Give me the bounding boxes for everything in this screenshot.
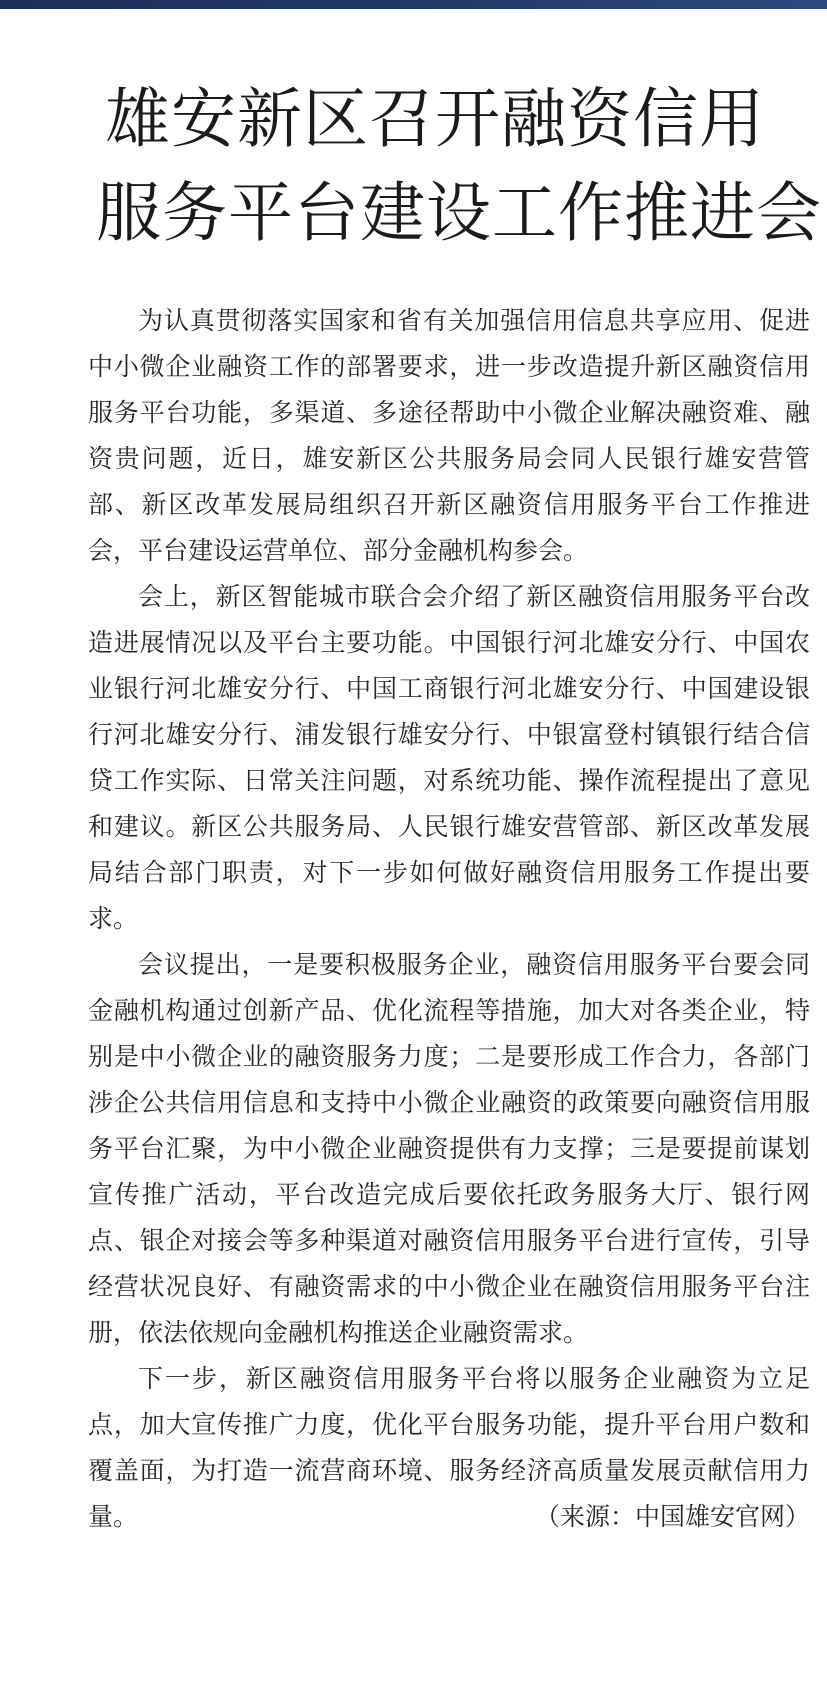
article-body (88, 298, 810, 1540)
article-paragraph-4-text: 下一步，新区融资信用服务平台将以服务企业融资为立足点，加大宣传推广力度，优化平台服务功能，提升平台用户数和覆盖面，为打造一流营商环境、服务经济高质量发展贡献信用力量。 (88, 1364, 810, 1531)
article-paragraph-2: 会上，新区智能城市联合会介绍了新区融资信用服务平台改造进展情况以及平台主要功能。中国银行河北雄安分行、中国农业银行河北雄安分行、中国工商银行河北雄安分行、中国建设银行河北雄安分行、浦发银行雄安分行、中银富登村镇银行结合信贷工作实际、日常关注问题，对系统功能、操作流程提出了意见和建议。新区公共服务局、人民银行雄安营管部、新区改革发展局结合部门职责，对下一步如何做好融资信用服务工作提出要求。 (88, 582, 810, 933)
article-paragraph-1: 为认真贯彻落实国家和省有关加强信用信息共享应用、促进中小微企业融资工作的部署要求，进一步改造提升新区融资信用服务平台功能，多渠道、多途径帮助中小微企业解决融资难、融资贵问题，近日，雄安新区公共服务局会同人民银行雄安营管部、新区改革发展局组织召开新区融资信用服务平台工作推进会，平台建设运营单位、部分金融机构参会。 (88, 306, 810, 565)
article-source: （来源：中国雄安官网） (534, 1502, 810, 1531)
article-title-line-2: 服务平台建设工作推进会 (96, 176, 823, 251)
article-paragraph-3: 会议提出，一是要积极服务企业，融资信用服务平台要会同金融机构通过创新产品、优化流程等措施，加大对各类企业，特别是中小微企业的融资服务力度；二是要形成工作合力，各部门涉企公共信用信息和支持中小微企业融资的政策要向融资信用服务平台汇聚，为中小微企业融资提供有力支撑；三是要提前谋划宣传推广活动，平台改造完成后要依托政务服务大厅、银行网点、银企对接会等多种渠道对融资信用服务平台进行宣传，引导经营状况良好、有融资需求的中小微企业在融资信用服务平台注册，依法依规向金融机构推送企业融资需求。 (88, 950, 810, 1347)
article-paragraph-4 (88, 1356, 810, 1540)
top-accent-bar (0, 0, 827, 9)
article-title-line-1: 雄安新区召开融资信用 (105, 82, 766, 157)
